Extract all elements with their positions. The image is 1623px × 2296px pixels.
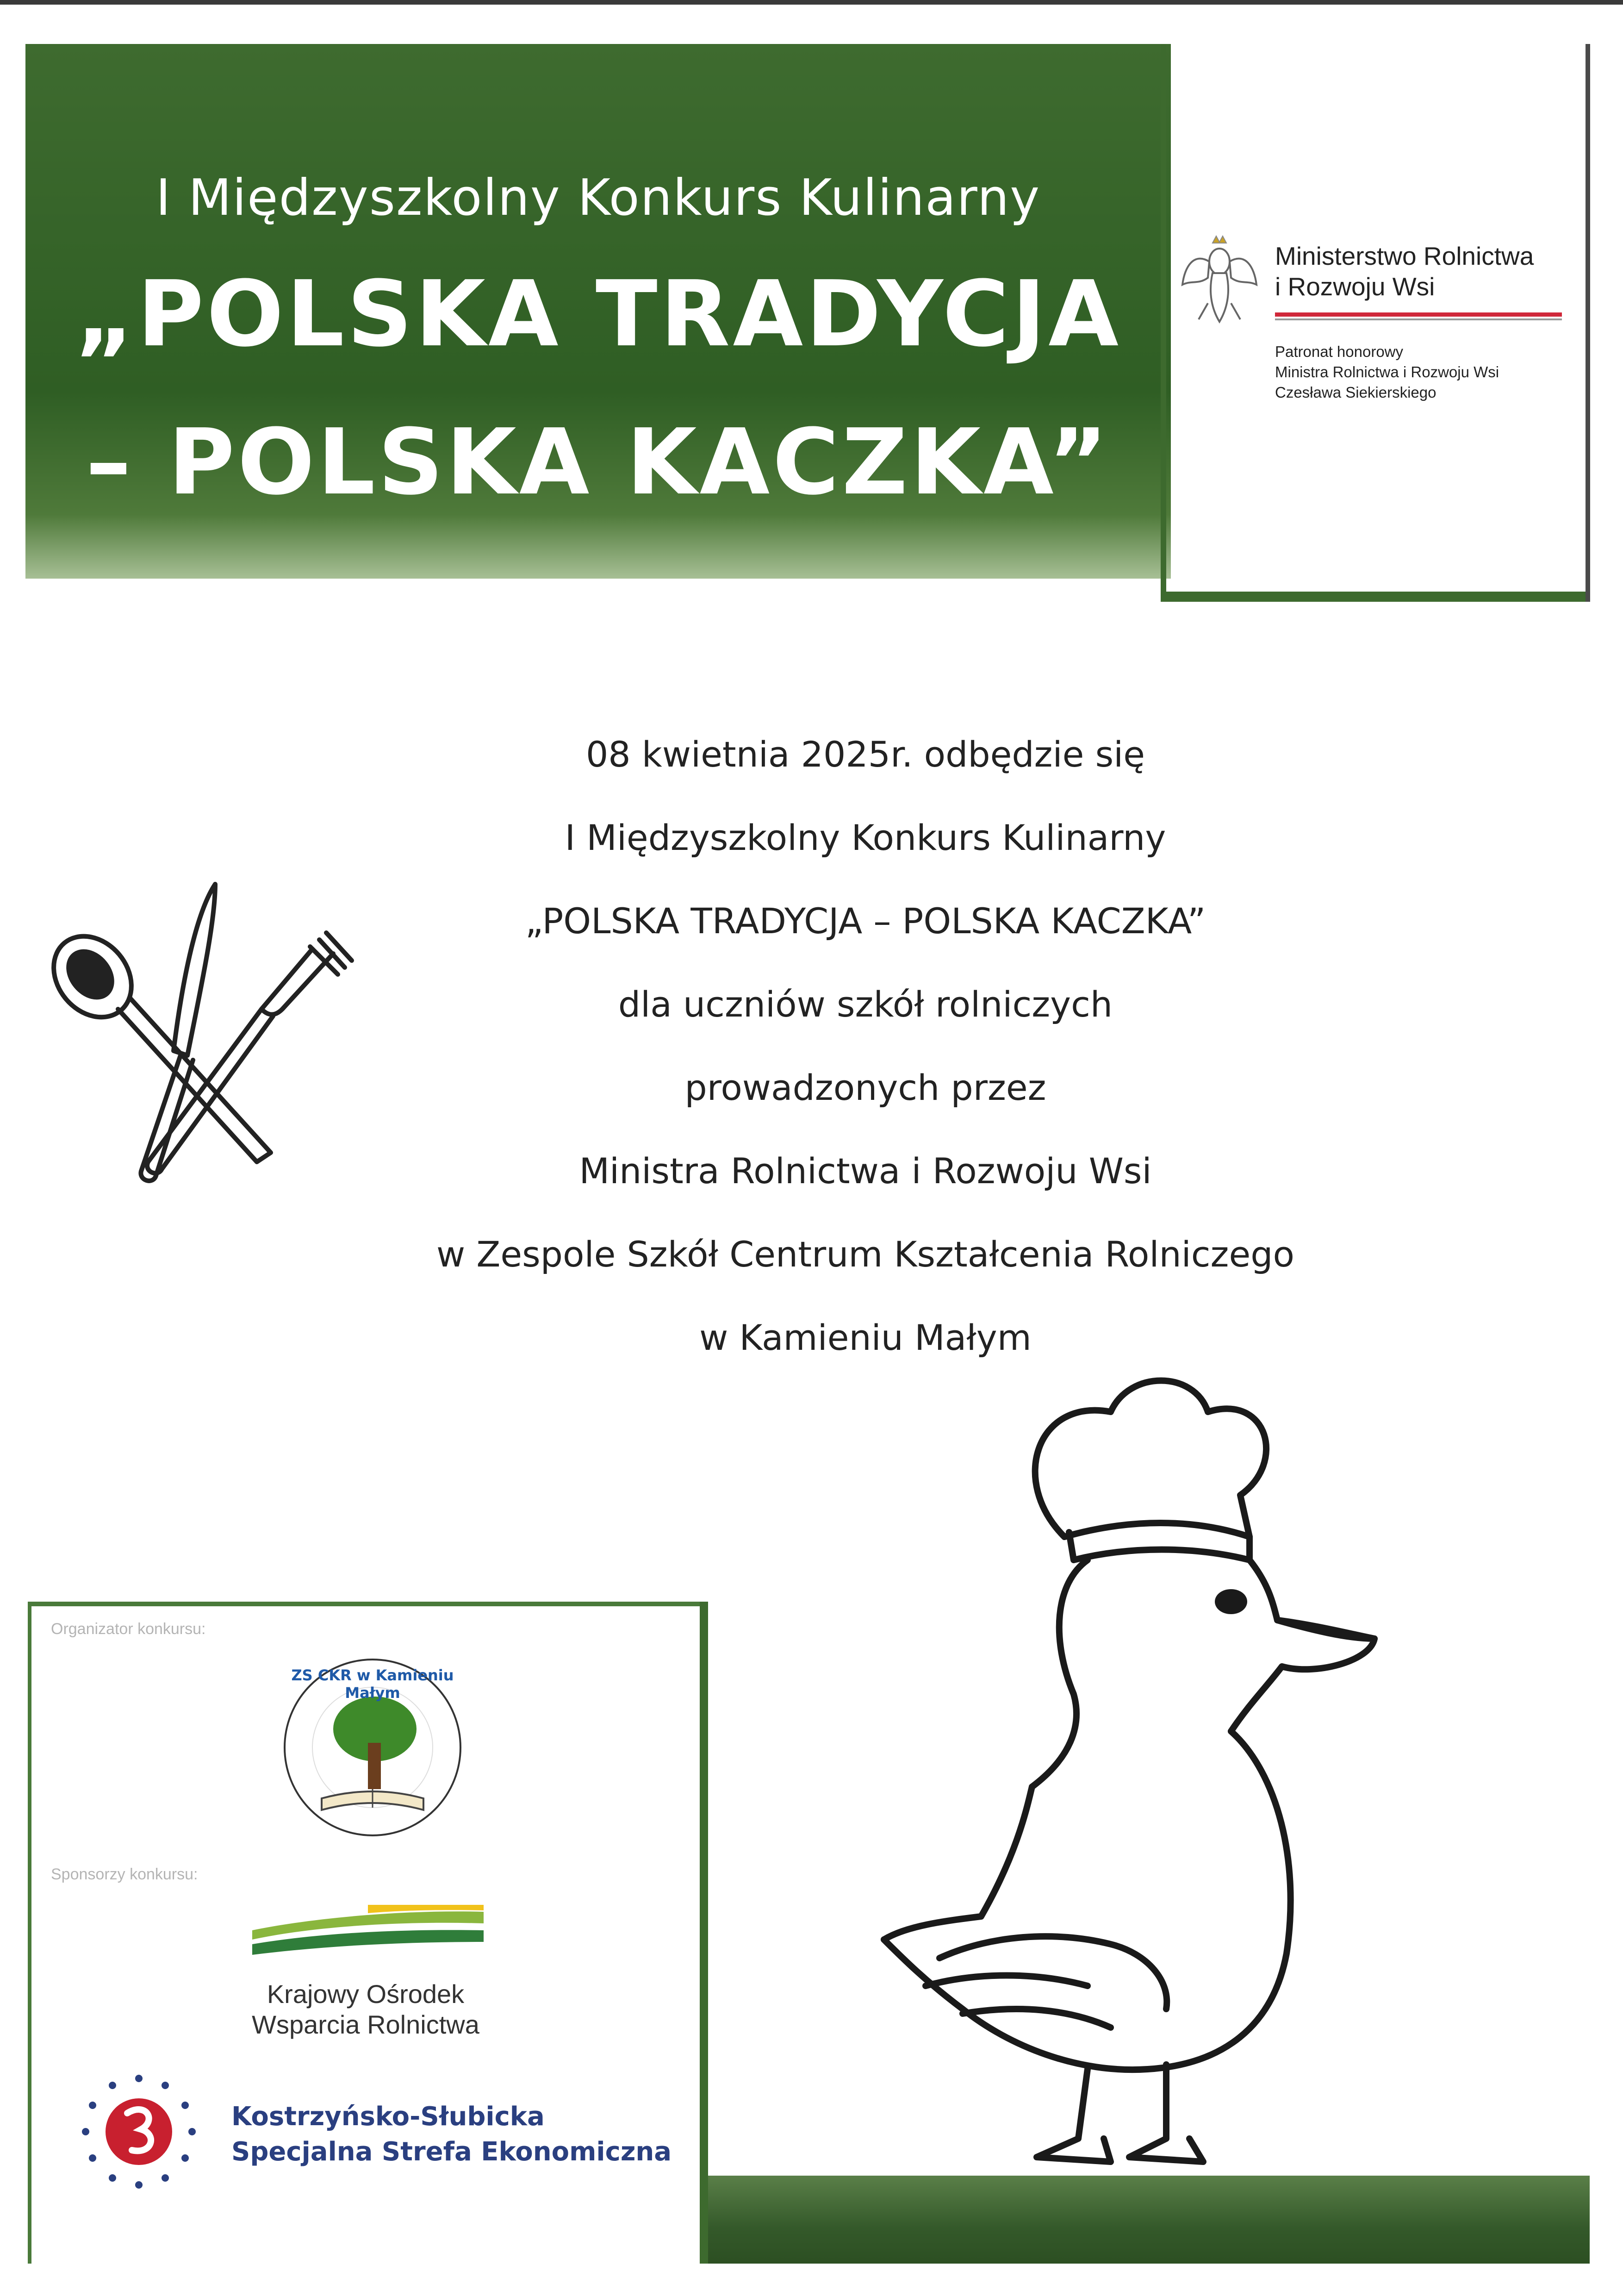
- kssse-line1: Kostrzyńsko-Słubicka: [231, 2102, 545, 2132]
- kowr-logo: [252, 1905, 484, 1960]
- ministry-grey-rule: [1275, 318, 1562, 320]
- cutlery-icon: [49, 875, 363, 1190]
- kssse-logo: [76, 2069, 201, 2194]
- ministry-name-line2: i Rozwoju Wsi: [1275, 272, 1435, 301]
- patron-line3: Czesława Siekierskiego: [1275, 384, 1436, 401]
- top-scan-line: [0, 0, 1623, 5]
- kowr-text: [245, 1979, 486, 2040]
- announcement-line-8: w Kamieniu Małym: [699, 1317, 1032, 1358]
- ministry-red-rule: [1275, 312, 1562, 317]
- announcement-line-2: I Międzyszkolny Konkurs Kulinarny: [565, 817, 1166, 858]
- kssse-line2: Specjalna Strefa Ekonomiczna: [231, 2137, 672, 2167]
- kssse-text: [231, 2099, 672, 2170]
- announcement-line-3: „POLSKA TRADYCJA – POLSKA KACZKA”: [525, 900, 1206, 942]
- announcement-line-7: w Zespole Szkół Centrum Kształcenia Rolniczego: [436, 1234, 1294, 1275]
- kowr-line2: Wsparcia Rolnictwa: [252, 2010, 479, 2039]
- kowr-line1: Krajowy Ośrodek: [267, 1979, 465, 2009]
- patron-line2: Ministra Rolnictwa i Rozwoju Wsi: [1275, 363, 1499, 381]
- ministry-name: [1275, 241, 1534, 302]
- patron-text: [1275, 342, 1499, 403]
- announcement-line-6: Ministra Rolnictwa i Rozwoju Wsi: [579, 1150, 1152, 1192]
- announcement-line-5: prowadzonych przez: [684, 1067, 1046, 1108]
- sponsors-caption: Sponsorzy konkursu:: [51, 1866, 198, 1883]
- patron-line1: Patronat honorowy: [1275, 343, 1404, 360]
- announcement-line-4: dla uczniów szkół rolniczych: [618, 984, 1113, 1025]
- ministry-name-line1: Ministerstwo Rolnictwa: [1275, 242, 1534, 270]
- zs-logo-text: ZS CKR w Kamieniu Małym: [291, 1666, 454, 1702]
- banner-subtitle: I Międzyszkolny Konkurs Kulinarny: [155, 169, 1041, 227]
- header-banner: [25, 44, 1171, 579]
- duck-chef-icon: [870, 1342, 1425, 2199]
- announcement-line-1: 08 kwietnia 2025r. odbędzie się: [585, 734, 1145, 775]
- organizer-caption: Organizator konkursu:: [51, 1620, 206, 1638]
- banner-title-line2: – POLSKA KACZKA”: [86, 410, 1111, 515]
- banner-title-line1: „POLSKA TRADYCJA: [75, 262, 1122, 367]
- polish-eagle-icon: [1180, 234, 1259, 326]
- bottom-green-bar: [708, 2176, 1590, 2264]
